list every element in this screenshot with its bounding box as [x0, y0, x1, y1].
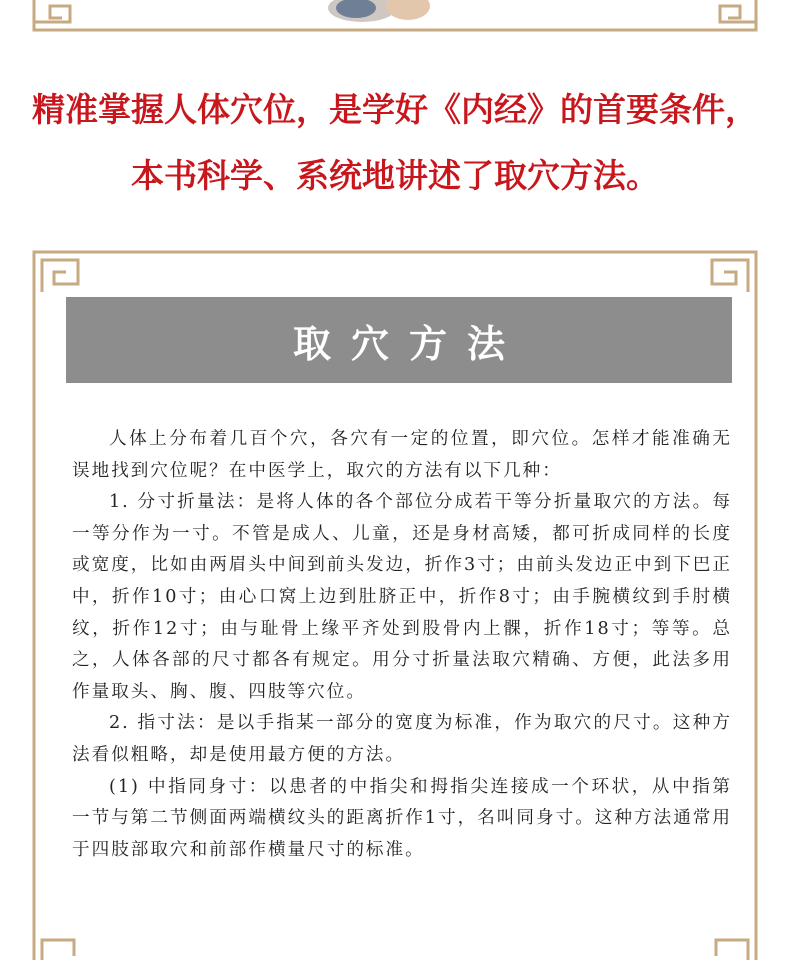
headline-line-1: 精准掌握人体穴位，是学好《内经》的首要条件，: [32, 90, 758, 129]
headline-line-2: 本书科学、系统地讲述了取穴方法。: [131, 156, 659, 195]
section-title-bar: [66, 297, 732, 383]
figure-partial-image: [328, 0, 430, 22]
section-body: [72, 424, 732, 866]
section-title: 取穴方法: [292, 320, 525, 366]
paragraph-method-2-1: (1) 中指同身寸：以患者的中指尖和拇指尖连接成一个环状，从中指第一节与第二节侧面两端横纹头的距离折作1寸，名叫同身寸。这种方法通常用于四肢部取穴和前部作横量尺寸的标准。: [72, 776, 732, 860]
top-frame-border: [0, 0, 790, 40]
paragraph-method-1: 1. 分寸折量法：是将人体的各个部位分成若干等分折量取穴的方法。每一等分作为一寸。不管是成人、儿童，还是身材高矮，都可折成同样的长度或宽度，比如由两眉头中间到前头发边，折作3寸；由前头发边正中到下巴正中，折作10寸；由心口窝上边到肚脐正中，折作8寸；由手腕横纹到手肘横纹，折作12寸；由与耻骨上缘平齐处到股骨内上髁，折作18寸；等等。总之，人体各部的尺寸都各有规定。用分寸折量法取穴精确、方便，此法多用作量取头、胸、腹、四肢等穴位。: [72, 492, 732, 702]
paragraph-intro: 人体上分布着几百个穴，各穴有一定的位置，即穴位。怎样才能准确无误地找到穴位呢？在中医学上，取穴的方法有以下几种：: [72, 429, 732, 481]
paragraph-method-2: 2. 指寸法：是以手指某一部分的宽度为标准，作为取穴的尺寸。这种方法看似粗略，却是使用最方便的方法。: [72, 713, 732, 765]
